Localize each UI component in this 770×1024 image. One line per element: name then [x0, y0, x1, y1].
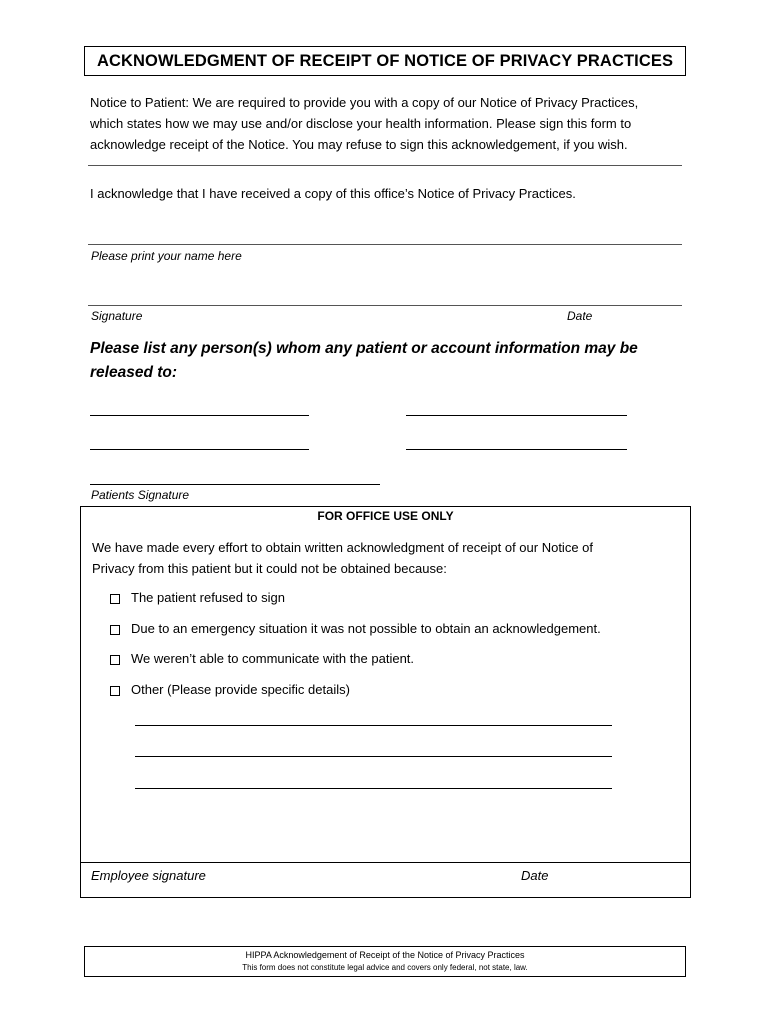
- footer-disclaimer: This form does not constitute legal advice and covers only federal, not state, law.: [242, 963, 528, 972]
- option-other: Other (Please provide specific details): [131, 682, 350, 697]
- signature-line[interactable]: [88, 305, 682, 306]
- option-refused: The patient refused to sign: [131, 590, 285, 605]
- office-text-line: We have made every effort to obtain written acknowledgment of receipt of our Notice of: [92, 540, 594, 555]
- option-communicate: We weren’t able to communicate with the patient.: [131, 651, 415, 666]
- persons-heading-line: Please list any person(s) whom any patient or account information may be: [90, 340, 638, 357]
- persons-heading-line: released to:: [90, 364, 178, 381]
- checkbox-other[interactable]: [110, 686, 120, 696]
- office-explanation: [92, 537, 682, 579]
- patients-signature-label: Patients Signature: [91, 488, 190, 502]
- details-line[interactable]: [135, 788, 612, 789]
- print-name-label: Please print your name here: [91, 249, 242, 263]
- patient-signature-line[interactable]: [90, 484, 380, 485]
- intro-line: acknowledge receipt of the Notice. You may refuse to sign this acknowledgement, if you wish.: [90, 137, 628, 152]
- intro-line: Notice to Patient: We are required to provide you with a copy of our Notice of Privacy Practices,: [90, 95, 639, 110]
- intro-paragraph: [90, 92, 690, 155]
- details-line[interactable]: [135, 725, 612, 726]
- employee-signature-line[interactable]: [80, 862, 691, 863]
- checkbox-refused[interactable]: [110, 594, 120, 604]
- date-label: Date: [567, 309, 593, 323]
- employee-signature-label: Employee signature: [91, 868, 206, 883]
- office-text-line: Privacy from this patient but it could not be obtained because:: [92, 561, 447, 576]
- signature-label: Signature: [91, 309, 143, 323]
- person-blank[interactable]: [90, 415, 309, 416]
- person-blank[interactable]: [90, 449, 309, 450]
- option-emergency: Due to an emergency situation it was not possible to obtain an acknowledgement.: [131, 621, 601, 636]
- title-box: [84, 46, 686, 76]
- checkbox-emergency[interactable]: [110, 625, 120, 635]
- person-blank[interactable]: [406, 415, 627, 416]
- employee-date-label: Date: [521, 868, 549, 883]
- acknowledge-statement: I acknowledge that I have received a copy of this office’s Notice of Privacy Practices.: [90, 186, 576, 201]
- checkbox-communicate[interactable]: [110, 655, 120, 665]
- intro-line: which states how we may use and/or disclose your health information. Please sign this form to: [90, 116, 632, 131]
- divider: [88, 165, 682, 166]
- office-title: FOR OFFICE USE ONLY: [317, 509, 454, 523]
- form-title: ACKNOWLEDGMENT OF RECEIPT OF NOTICE OF PRIVACY PRACTICES: [96, 51, 674, 70]
- persons-heading: [90, 337, 690, 385]
- person-blank[interactable]: [406, 449, 627, 450]
- print-name-line[interactable]: [88, 244, 682, 245]
- footer-title: HIPPA Acknowledgement of Receipt of the Notice of Privacy Practices: [245, 950, 525, 960]
- details-line[interactable]: [135, 756, 612, 757]
